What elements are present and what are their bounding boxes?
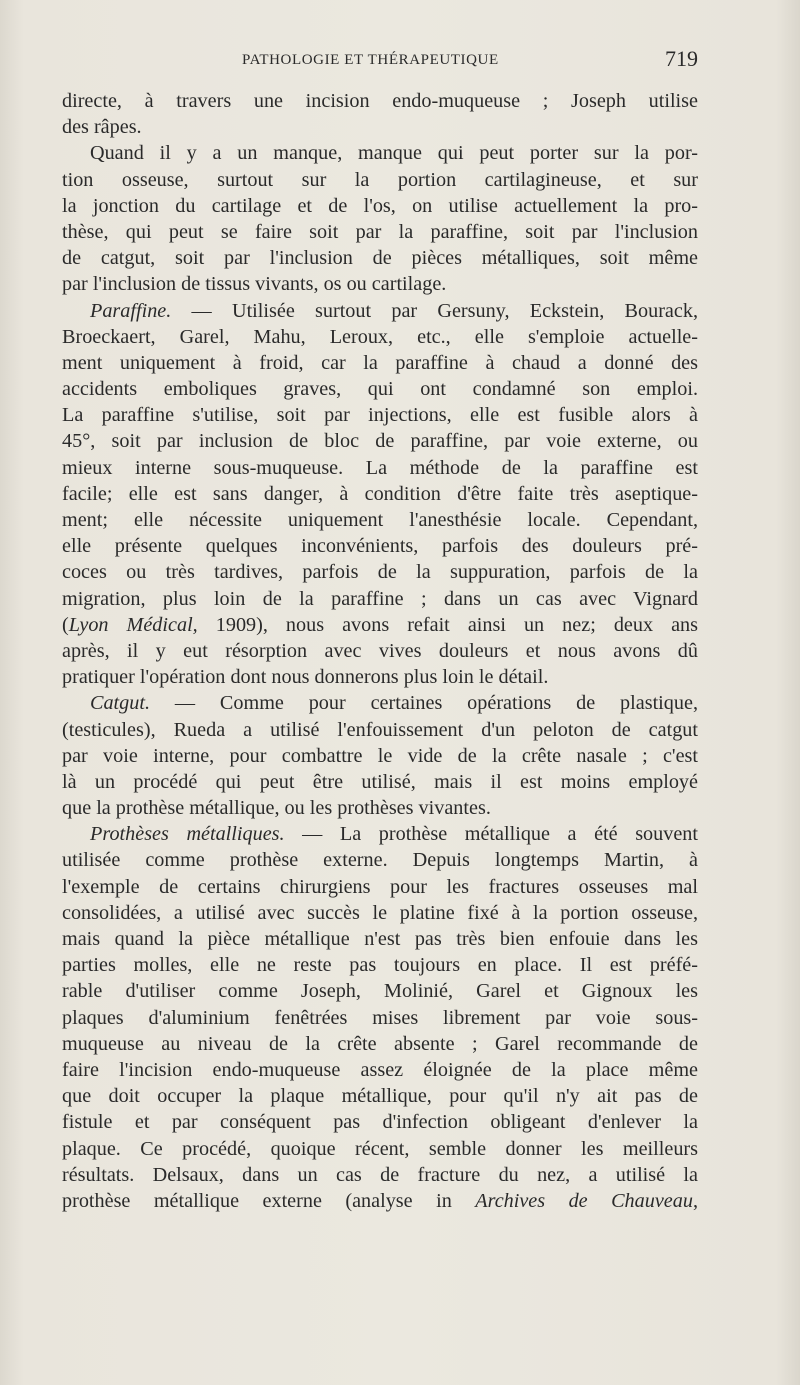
text-line: consolidées, a utilisé avec succès le platine fixé à la portion osseuse, <box>62 901 698 924</box>
text-line: facile; elle est sans danger, à condition d'être faite très aseptique- <box>62 482 698 505</box>
body-text <box>62 88 698 1214</box>
text-line: (Lyon Médical, 1909), nous avons refait ainsi un nez; deux ans <box>62 613 698 636</box>
running-head: PATHOLOGIE ET THÉRAPEUTIQUE <box>242 52 499 68</box>
text-line: de catgut, soit par l'inclusion de pièces métalliques, soit même <box>62 247 698 270</box>
section-heading-catgut: Catgut. <box>90 692 151 715</box>
text-line: plaques d'aluminium fenêtrées mises librement par voie sous- <box>62 1006 698 1029</box>
text-line: thèse, qui peut se faire soit par la paraffine, soit par l'inclusion <box>62 220 698 243</box>
text-line: la jonction du cartilage et de l'os, on utilise actuellement la pro- <box>62 194 698 217</box>
text-line: résultats. Delsaux, dans un cas de fracture du nez, a utilisé la <box>62 1163 698 1186</box>
text-line: utilisée comme prothèse externe. Depuis longtemps Martin, à <box>62 849 698 872</box>
text-line: plaque. Ce procédé, quoique récent, semble donner les meilleurs <box>62 1137 698 1160</box>
text-line: coces ou très tardives, parfois de la suppuration, parfois de la <box>62 561 698 584</box>
text-line: là un procédé qui peut être utilisé, mais il est moins employé <box>62 770 698 793</box>
citation-lyon-medical: Lyon Médical, <box>68 613 198 636</box>
text-line: (testicules), Rueda a utilisé l'enfouissement d'un peloton de catgut <box>62 718 698 741</box>
text-line: que doit occuper la plaque métallique, pour qu'il n'y ait pas de <box>62 1085 698 1108</box>
section-protheses-line: Prothèses métalliques. — La prothèse métallique a été souvent <box>90 823 698 846</box>
text-line: 45°, soit par inclusion de bloc de paraffine, par voie externe, ou <box>62 430 698 453</box>
text-line: par voie interne, pour combattre le vide de la crête nasale ; c'est <box>62 744 698 767</box>
page-number: 719 <box>665 46 698 71</box>
text-line: après, il y eut résorption avec vives douleurs et nous avons dû <box>62 639 698 662</box>
text-line: accidents emboliques graves, qui ont condamné son emploi. <box>62 378 698 401</box>
text-line: directe, à travers une incision endo-muqueuse ; Joseph utilise <box>62 90 698 112</box>
text-line: Broeckaert, Garel, Mahu, Leroux, etc., elle s'emploie actuelle- <box>62 325 698 348</box>
section-heading-paraffine: Paraffine. <box>90 299 172 322</box>
text-line: parties molles, elle ne reste pas toujours en place. Il est préfé- <box>62 954 698 977</box>
text-line: pratiquer l'opération dont nous donnerons plus loin le détail. <box>62 666 549 689</box>
text-line: par l'inclusion de tissus vivants, os ou cartilage. <box>62 273 447 296</box>
section-catgut-line: Catgut. — Comme pour certaines opérations de plastique, <box>90 692 698 715</box>
text-line: ment uniquement à froid, car la paraffine à chaud a donné des <box>62 351 698 374</box>
text-line: migration, plus loin de la paraffine ; dans un cas avec Vignard <box>62 587 698 610</box>
text-line: Quand il y a un manque, manque qui peut porter sur la por- <box>90 142 698 165</box>
section-paraffine-line: Paraffine. — Utilisée surtout par Gersuny, Eckstein, Bourack, <box>90 299 698 322</box>
citation-archives-chauveau: Archives de Chauveau <box>475 1189 693 1212</box>
page-header <box>62 42 698 78</box>
text-line: mieux interne sous-muqueuse. La méthode de la paraffine est <box>62 456 698 479</box>
section-heading-protheses-metalliques: Prothèses métalliques. <box>90 823 285 846</box>
text-line: rable d'utiliser comme Joseph, Molinié, Garel et Gignoux les <box>62 980 698 1003</box>
text-line: faire l'incision endo-muqueuse assez éloignée de la place même <box>62 1058 698 1081</box>
text-line: prothèse métallique externe (analyse in Archives de Chauveau, <box>62 1189 698 1212</box>
text-line: que la prothèse métallique, ou les prothèses vivantes. <box>62 797 491 820</box>
text-line: l'exemple de certains chirurgiens pour les fractures osseuses mal <box>62 875 698 898</box>
text-line: muqueuse au niveau de la crête absente ; Garel recommande de <box>62 1032 698 1055</box>
text-line: elle présente quelques inconvénients, parfois des douleurs pré- <box>62 535 698 558</box>
text-line: fistule et par conséquent pas d'infection obligeant d'enlever la <box>62 1111 698 1134</box>
text-line: ment; elle nécessite uniquement l'anesthésie locale. Cependant, <box>62 509 698 531</box>
text-line: La paraffine s'utilise, soit par injections, elle est fusible alors à <box>62 404 698 427</box>
text-line: mais quand la pièce métallique n'est pas très bien enfouie dans les <box>62 928 698 950</box>
text-line: des râpes. <box>62 116 142 139</box>
text-line: tion osseuse, surtout sur la portion cartilagineuse, et sur <box>62 168 698 191</box>
